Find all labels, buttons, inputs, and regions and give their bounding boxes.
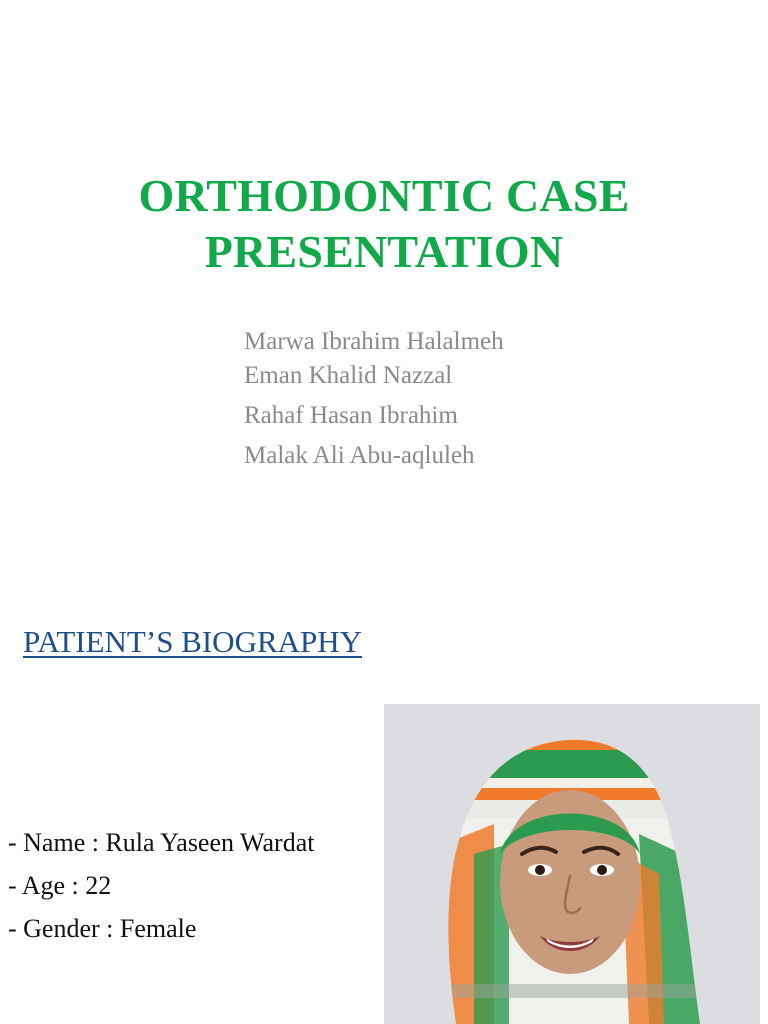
author-name: Marwa Ibrahim Halalmeh — [244, 328, 504, 355]
title-line-2: PRESENTATION — [204, 226, 564, 277]
author-name: Rahaf Hasan Ibrahim — [244, 402, 458, 429]
patient-portrait-image — [384, 704, 760, 1024]
title-line-1: ORTHODONTIC CASE — [138, 170, 630, 221]
patient-gender: - Gender : Female — [8, 914, 197, 943]
patient-name: - Name : Rula Yaseen Wardat — [8, 828, 315, 857]
patient-details — [8, 821, 314, 950]
biography-slide — [0, 580, 768, 1024]
patient-age: - Age : 22 — [8, 871, 112, 900]
author-name: Malak Ali Abu-aqluleh — [244, 442, 475, 469]
patient-photo — [384, 704, 760, 1024]
biography-heading: PATIENT’S BIOGRAPHY — [23, 624, 363, 659]
author-name: Eman Khalid Nazzal — [244, 362, 453, 389]
presentation-title — [0, 168, 768, 280]
author-list — [244, 325, 504, 473]
